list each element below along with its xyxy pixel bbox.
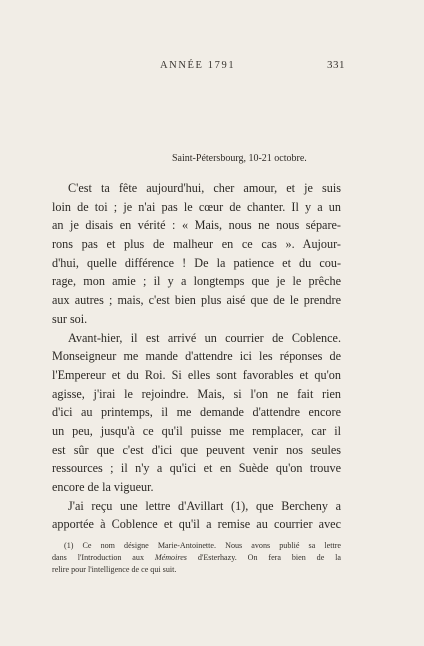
text-line: Monseigneur me mande d'attendre ici les réponses de (52, 349, 341, 364)
footnote-text: dans l'Introduction aux (52, 553, 155, 563)
letter-dateline: Saint-Pétersbourg, 10-21 octobre. (172, 153, 307, 164)
running-title: ANNÉE 1791 (160, 60, 236, 71)
text-line: J'ai reçu une lettre d'Avillart (1), que Bercheny a (68, 498, 341, 513)
text-line: Avant-hier, il est arrivé un courrier de Coblence. (68, 330, 341, 345)
text-line: sur soi. (52, 311, 88, 326)
text-line: encore de la vigueur. (52, 480, 154, 494)
text-line: loin de toi ; je n'ai pas le cœur de chanter. Il y a un (52, 199, 341, 214)
text-line: d'hui, quelle différence ! De la patience et du cou- (52, 255, 341, 270)
text-line: ressources ; il n'y a qu'ici et en Suède qu'on trouve (52, 461, 341, 476)
text-line: d'ici au printemps, il me demande d'attendre encore (52, 405, 341, 420)
text-line: agisse, j'irai le rejoindre. Mais, si l'on ne fait rien (52, 386, 341, 401)
text-line: rage, mon amie ; il y a longtemps que je le prêche (52, 274, 341, 289)
page-number: 331 (327, 59, 345, 71)
footnote-line: relire pour l'intelligence de ce qui suit. (52, 565, 177, 575)
text-line: C'est ta fête aujourd'hui, cher amour, et je suis (68, 181, 341, 195)
letter-body (52, 179, 341, 534)
text-line: apportée à Coblence et qu'il a remise au courrier avec (52, 517, 341, 532)
text-line: l'Empereur et du Roi. Si elles sont favorables et qu'on (52, 367, 341, 382)
footnote-text: d'Esterhazy. On fera bien de la (186, 553, 341, 563)
text-line: an je disais en vérité : « Mais, nous ne nous sépare- (52, 218, 341, 233)
text-line: un peu, jusqu'à ce qu'il puisse me remplacer, car il (52, 423, 341, 438)
footnote-line (52, 552, 341, 564)
text-line: est sûr que c'est d'ici que peuvent venir nos seules (52, 442, 341, 457)
footnote-book-title: Mémoires (154, 553, 187, 563)
footnote-line: (1) Ce nom désigne Marie-Antoinette. Nous avons publié sa lettre (64, 541, 341, 550)
text-line: aux autres ; mais, c'est bien plus aisé que de le prendre (52, 293, 341, 308)
text-line: rons pas et plus de malheur en ce cas ». Aujour- (52, 237, 341, 252)
footnote (52, 540, 341, 577)
